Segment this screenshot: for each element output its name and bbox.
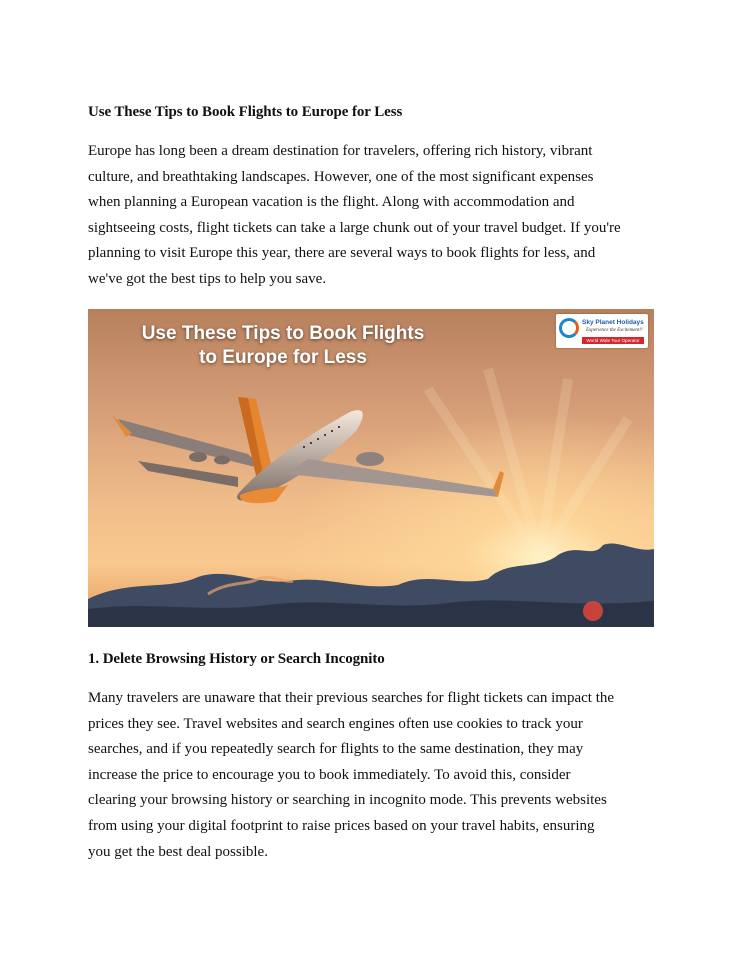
sky-planet-holidays-logo: Sky Planet Holidays Experience the Excitement!! World Wide Tour Operator xyxy=(556,314,648,348)
intro-paragraph xyxy=(88,139,658,293)
intro-line: Europe has long been a dream destination for travelers, offering rich history, vibrant xyxy=(88,143,593,159)
intro-line: when planning a European vacation is the flight. Along with accommodation and xyxy=(88,194,575,211)
article-title: Use These Tips to Book Flights to Europe for Less xyxy=(88,104,403,120)
intro-line: sightseeing costs, flight tickets can take a large chunk out of your travel budget. If you're xyxy=(88,219,621,236)
section-line: searches, and if you repeatedly search for flights to the same destination, they may xyxy=(88,741,584,758)
section-line: Many travelers are unaware that their previous searches for flight tickets can impact the xyxy=(88,690,615,706)
section-heading: 1. Delete Browsing History or Search Incognito xyxy=(88,651,385,667)
intro-line: we've got the best tips to help you save. xyxy=(88,270,327,287)
section-line: increase the price to encourage you to book immediately. To avoid this, consider xyxy=(88,766,571,783)
hero-title-line1: Use These Tips to Book Flights xyxy=(141,323,425,344)
hero-title-line2: to Europe for Less xyxy=(199,347,367,368)
hero-image xyxy=(88,309,654,627)
section-line: you get the best deal possible. xyxy=(88,843,268,860)
section-paragraph xyxy=(88,686,658,865)
section-line: clearing your browsing history or searching in incognito mode. This prevents websites xyxy=(88,792,607,809)
intro-line: planning to visit Europe this year, there are several ways to book flights for less, and xyxy=(88,245,596,262)
section-line: prices they see. Travel websites and search engines often use cookies to track your xyxy=(88,715,583,732)
section-line: from using your digital footprint to raise prices based on your travel habits, ensuring xyxy=(88,817,595,834)
intro-line: culture, and breathtaking landscapes. However, one of the most significant expenses xyxy=(88,168,594,185)
globe-icon xyxy=(559,318,579,338)
